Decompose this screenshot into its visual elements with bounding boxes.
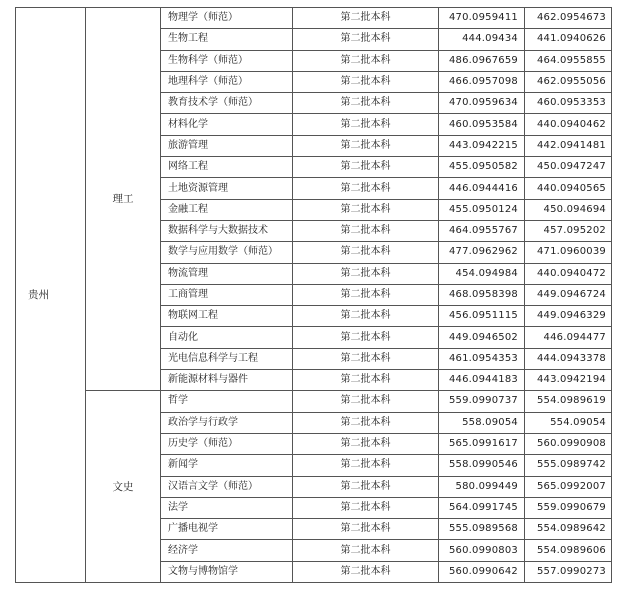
score-cell-b: 457.095202 <box>525 220 612 241</box>
score-cell-a: 564.0991745 <box>439 497 525 518</box>
score-cell-a: 565.0991617 <box>439 433 525 454</box>
major-cell: 自动化 <box>161 327 293 348</box>
score-cell-a: 460.0953584 <box>439 114 525 135</box>
major-cell: 数学与应用数学（师范） <box>161 242 293 263</box>
score-cell-b: 555.0989742 <box>525 455 612 476</box>
score-cell-a: 580.099449 <box>439 476 525 497</box>
major-cell: 新闻学 <box>161 455 293 476</box>
batch-cell: 第二批本科 <box>293 263 439 284</box>
major-cell: 金融工程 <box>161 199 293 220</box>
score-cell-a: 455.0950582 <box>439 157 525 178</box>
score-cell-a: 470.0959634 <box>439 93 525 114</box>
table-body <box>16 8 612 583</box>
batch-cell: 第二批本科 <box>293 284 439 305</box>
batch-cell: 第二批本科 <box>293 433 439 454</box>
score-cell-a: 444.09434 <box>439 29 525 50</box>
batch-cell: 第二批本科 <box>293 93 439 114</box>
score-cell-b: 471.0960039 <box>525 242 612 263</box>
major-cell: 数据科学与大数据技术 <box>161 220 293 241</box>
score-cell-a: 454.094984 <box>439 263 525 284</box>
score-cell-a: 560.0990642 <box>439 561 525 582</box>
score-cell-a: 461.0954353 <box>439 348 525 369</box>
batch-cell: 第二批本科 <box>293 455 439 476</box>
batch-cell: 第二批本科 <box>293 412 439 433</box>
score-cell-a: 456.0951115 <box>439 306 525 327</box>
batch-cell: 第二批本科 <box>293 327 439 348</box>
score-cell-a: 446.0944183 <box>439 370 525 391</box>
score-cell-b: 460.0953353 <box>525 93 612 114</box>
score-cell-a: 555.0989568 <box>439 519 525 540</box>
score-cell-b: 462.0955056 <box>525 71 612 92</box>
batch-cell: 第二批本科 <box>293 135 439 156</box>
score-cell-a: 449.0946502 <box>439 327 525 348</box>
score-cell-b: 450.094694 <box>525 199 612 220</box>
score-cell-b: 446.094477 <box>525 327 612 348</box>
major-cell: 网络工程 <box>161 157 293 178</box>
score-cell-a: 477.0962962 <box>439 242 525 263</box>
score-cell-b: 444.0943378 <box>525 348 612 369</box>
score-cell-b: 440.0940472 <box>525 263 612 284</box>
batch-cell: 第二批本科 <box>293 157 439 178</box>
score-cell-b: 441.0940626 <box>525 29 612 50</box>
score-cell-b: 559.0990679 <box>525 497 612 518</box>
batch-cell: 第二批本科 <box>293 519 439 540</box>
major-cell: 法学 <box>161 497 293 518</box>
score-cell-b: 462.0954673 <box>525 8 612 29</box>
score-cell-a: 470.0959411 <box>439 8 525 29</box>
batch-cell: 第二批本科 <box>293 561 439 582</box>
major-cell: 历史学（师范） <box>161 433 293 454</box>
score-cell-a: 558.09054 <box>439 412 525 433</box>
major-cell: 工商管理 <box>161 284 293 305</box>
score-cell-b: 554.0989606 <box>525 540 612 561</box>
batch-cell: 第二批本科 <box>293 348 439 369</box>
score-cell-b: 464.0955855 <box>525 50 612 71</box>
score-cell-b: 440.0940565 <box>525 178 612 199</box>
batch-cell: 第二批本科 <box>293 391 439 412</box>
score-cell-b: 560.0990908 <box>525 433 612 454</box>
subject-type-cell: 理工 <box>86 8 161 391</box>
batch-cell: 第二批本科 <box>293 29 439 50</box>
major-cell: 土地资源管理 <box>161 178 293 199</box>
batch-cell: 第二批本科 <box>293 220 439 241</box>
score-cell-a: 455.0950124 <box>439 199 525 220</box>
score-cell-a: 560.0990803 <box>439 540 525 561</box>
score-cell-a: 464.0955767 <box>439 220 525 241</box>
major-cell: 政治学与行政学 <box>161 412 293 433</box>
batch-cell: 第二批本科 <box>293 540 439 561</box>
score-cell-a: 486.0967659 <box>439 50 525 71</box>
batch-cell: 第二批本科 <box>293 199 439 220</box>
batch-cell: 第二批本科 <box>293 114 439 135</box>
score-cell-b: 554.0989619 <box>525 391 612 412</box>
major-cell: 广播电视学 <box>161 519 293 540</box>
province-cell <box>16 8 86 583</box>
batch-cell: 第二批本科 <box>293 476 439 497</box>
major-cell: 物流管理 <box>161 263 293 284</box>
province-label: 贵州 <box>28 289 49 301</box>
score-cell-a: 468.0958398 <box>439 284 525 305</box>
score-cell-b: 554.09054 <box>525 412 612 433</box>
major-cell: 地理科学（师范） <box>161 71 293 92</box>
subject-type-cell: 文史 <box>86 391 161 583</box>
major-cell: 汉语言文学（师范） <box>161 476 293 497</box>
batch-cell: 第二批本科 <box>293 242 439 263</box>
major-cell: 物联网工程 <box>161 306 293 327</box>
score-cell-b: 554.0989642 <box>525 519 612 540</box>
score-cell-b: 557.0990273 <box>525 561 612 582</box>
major-cell: 生物科学（师范） <box>161 50 293 71</box>
major-cell: 材料化学 <box>161 114 293 135</box>
major-cell: 旅游管理 <box>161 135 293 156</box>
batch-cell: 第二批本科 <box>293 8 439 29</box>
batch-cell: 第二批本科 <box>293 497 439 518</box>
score-cell-a: 559.0990737 <box>439 391 525 412</box>
score-cell-b: 449.0946724 <box>525 284 612 305</box>
batch-cell: 第二批本科 <box>293 178 439 199</box>
score-cell-b: 440.0940462 <box>525 114 612 135</box>
batch-cell: 第二批本科 <box>293 370 439 391</box>
score-cell-b: 565.0992007 <box>525 476 612 497</box>
batch-cell: 第二批本科 <box>293 71 439 92</box>
major-cell: 教育技术学（师范） <box>161 93 293 114</box>
major-cell: 生物工程 <box>161 29 293 50</box>
table-row <box>16 8 612 29</box>
major-cell: 光电信息科学与工程 <box>161 348 293 369</box>
score-cell-b: 443.0942194 <box>525 370 612 391</box>
major-cell: 经济学 <box>161 540 293 561</box>
batch-cell: 第二批本科 <box>293 50 439 71</box>
score-cell-b: 450.0947247 <box>525 157 612 178</box>
admission-score-table <box>15 7 612 583</box>
score-cell-a: 443.0942215 <box>439 135 525 156</box>
table-row <box>16 391 612 412</box>
score-cell-a: 466.0957098 <box>439 71 525 92</box>
major-cell: 新能源材料与器件 <box>161 370 293 391</box>
major-cell: 物理学（师范） <box>161 8 293 29</box>
score-cell-b: 449.0946329 <box>525 306 612 327</box>
batch-cell: 第二批本科 <box>293 306 439 327</box>
major-cell: 哲学 <box>161 391 293 412</box>
score-cell-a: 446.0944416 <box>439 178 525 199</box>
score-cell-b: 442.0941481 <box>525 135 612 156</box>
score-cell-a: 558.0990546 <box>439 455 525 476</box>
major-cell: 文物与博物馆学 <box>161 561 293 582</box>
